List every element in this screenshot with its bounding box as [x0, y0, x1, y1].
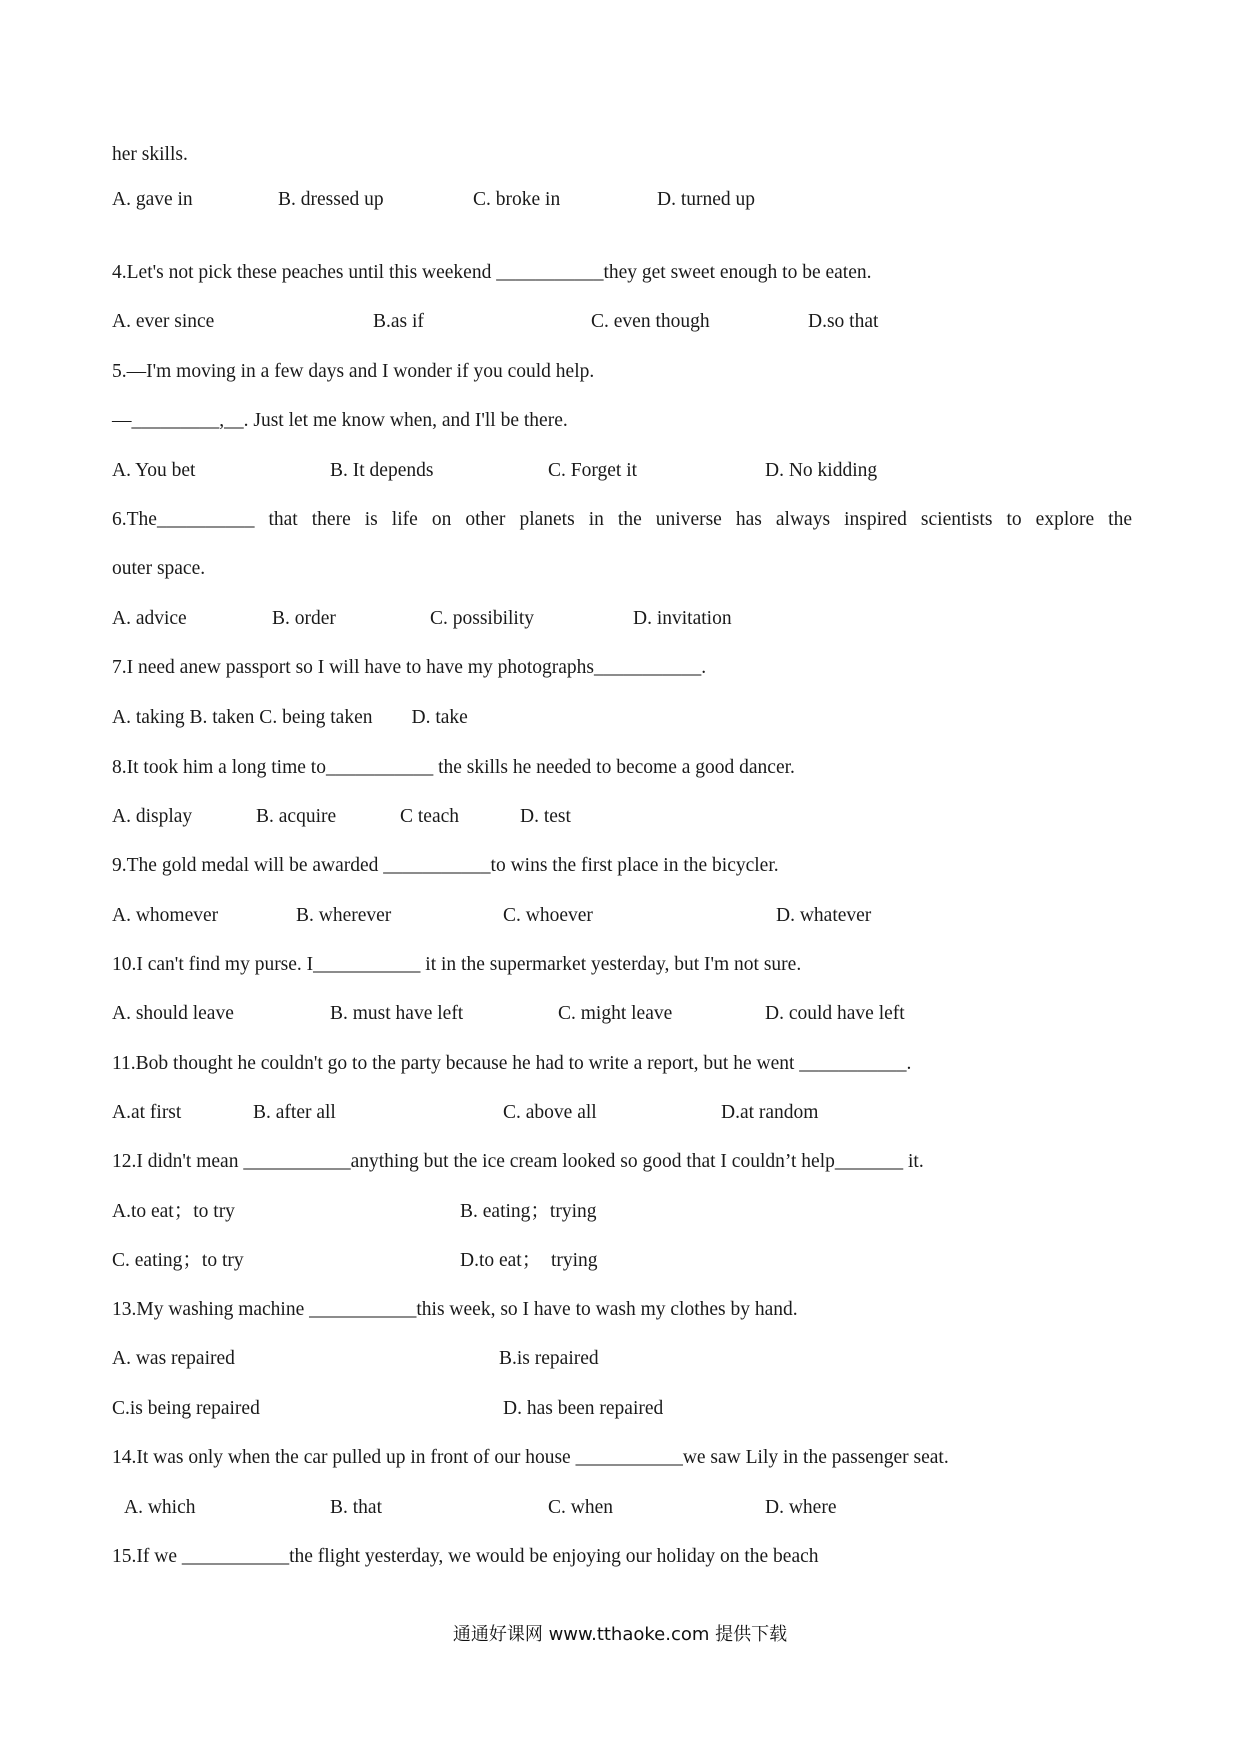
question-11: 11.Bob thought he couldn't go to the party because he had to write a report, but he went ___________. — [112, 1053, 912, 1074]
q5-option-d: D. No kidding — [765, 460, 878, 481]
q11-option-c: C. above all — [503, 1102, 597, 1123]
q3-option-c: C. broke in — [473, 189, 561, 210]
question-5-prompt: 5.—I'm moving in a few days and I wonder if you could help. — [112, 361, 595, 382]
question-5-response: —_________,__. Just let me know when, and I'll be there. — [112, 410, 568, 431]
q8-option-b: B. acquire — [256, 806, 337, 827]
question-10: 10.I can't find my purse. I___________ it in the supermarket yesterday, but I'm not sure. — [112, 954, 802, 975]
q12-option-a: A.to eat；to try — [112, 1201, 235, 1222]
q9-option-a: A. whomever — [112, 905, 219, 926]
q6-option-c: C. possibility — [430, 608, 535, 629]
q13-option-a: A. was repaired — [112, 1348, 235, 1369]
question-14: 14.It was only when the car pulled up in front of our house ___________we saw Lily in the passenger seat. — [112, 1447, 949, 1468]
q9-option-b: B. wherever — [296, 905, 392, 926]
q13-option-d: D. has been repaired — [503, 1398, 664, 1419]
q7-options: A. taking B. taken C. being taken D. take — [112, 707, 468, 728]
q11-option-d: D.at random — [721, 1102, 819, 1123]
q13-option-c: C.is being repaired — [112, 1398, 260, 1419]
question-6: 6.The__________ that there is life on other planets in the universe has always inspired scientists to explore the — [112, 509, 1132, 530]
q3-option-d: D. turned up — [657, 189, 756, 210]
q3-option-b: B. dressed up — [278, 189, 384, 210]
question-9: 9.The gold medal will be awarded ___________to wins the first place in the bicycler. — [112, 855, 779, 876]
q10-option-a: A. should leave — [112, 1003, 234, 1024]
q13-option-b: B.is repaired — [499, 1348, 599, 1369]
q10-option-d: D. could have left — [765, 1003, 905, 1024]
q4-option-c: C. even though — [591, 311, 710, 332]
q10-option-c: C. might leave — [558, 1003, 673, 1024]
q4-option-d: D.so that — [808, 311, 879, 332]
q14-option-d: D. where — [765, 1497, 837, 1518]
question-15: 15.If we ___________the flight yesterday, we would be enjoying our holiday on the beach — [112, 1546, 819, 1567]
page-footer: 通通好课网 www.tthaoke.com 提供下载 — [452, 1624, 788, 1645]
q11-option-a: A.at first — [112, 1102, 182, 1123]
q8-option-a: A. display — [112, 806, 193, 827]
question-6-continued: outer space. — [112, 558, 206, 579]
q4-option-b: B.as if — [373, 311, 424, 332]
q12-option-c: C. eating；to try — [112, 1250, 244, 1271]
question-3-tail: her skills. — [112, 144, 188, 165]
q12-option-d: D.to eat； trying — [460, 1250, 598, 1271]
q9-option-d: D. whatever — [776, 905, 872, 926]
question-4: 4.Let's not pick these peaches until this weekend ___________they get sweet enough to be eaten. — [112, 262, 872, 283]
question-8: 8.It took him a long time to___________ the skills he needed to become a good dancer. — [112, 757, 795, 778]
q8-option-d: D. test — [520, 806, 571, 827]
q6-option-d: D. invitation — [633, 608, 732, 629]
q3-option-a: A. gave in — [112, 189, 193, 210]
q14-option-c: C. when — [548, 1497, 613, 1518]
question-12: 12.I didn't mean ___________anything but the ice cream looked so good that I couldn’t help_______ it. — [112, 1151, 924, 1172]
question-13: 13.My washing machine ___________this week, so I have to wash my clothes by hand. — [112, 1299, 798, 1320]
q5-option-a: A. You bet — [112, 460, 196, 481]
q5-option-b: B. It depends — [330, 460, 434, 481]
q14-option-a: A. which — [124, 1497, 196, 1518]
q6-option-a: A. advice — [112, 608, 187, 629]
q6-option-b: B. order — [272, 608, 336, 629]
q8-option-c: C teach — [400, 806, 460, 827]
q11-option-b: B. after all — [253, 1102, 336, 1123]
q14-option-b: B. that — [330, 1497, 382, 1518]
q4-option-a: A. ever since — [112, 311, 215, 332]
q10-option-b: B. must have left — [330, 1003, 464, 1024]
q9-option-c: C. whoever — [503, 905, 593, 926]
q5-option-c: C. Forget it — [548, 460, 638, 481]
q12-option-b: B. eating；trying — [460, 1201, 597, 1222]
question-7: 7.I need anew passport so I will have to have my photographs___________. — [112, 657, 707, 678]
